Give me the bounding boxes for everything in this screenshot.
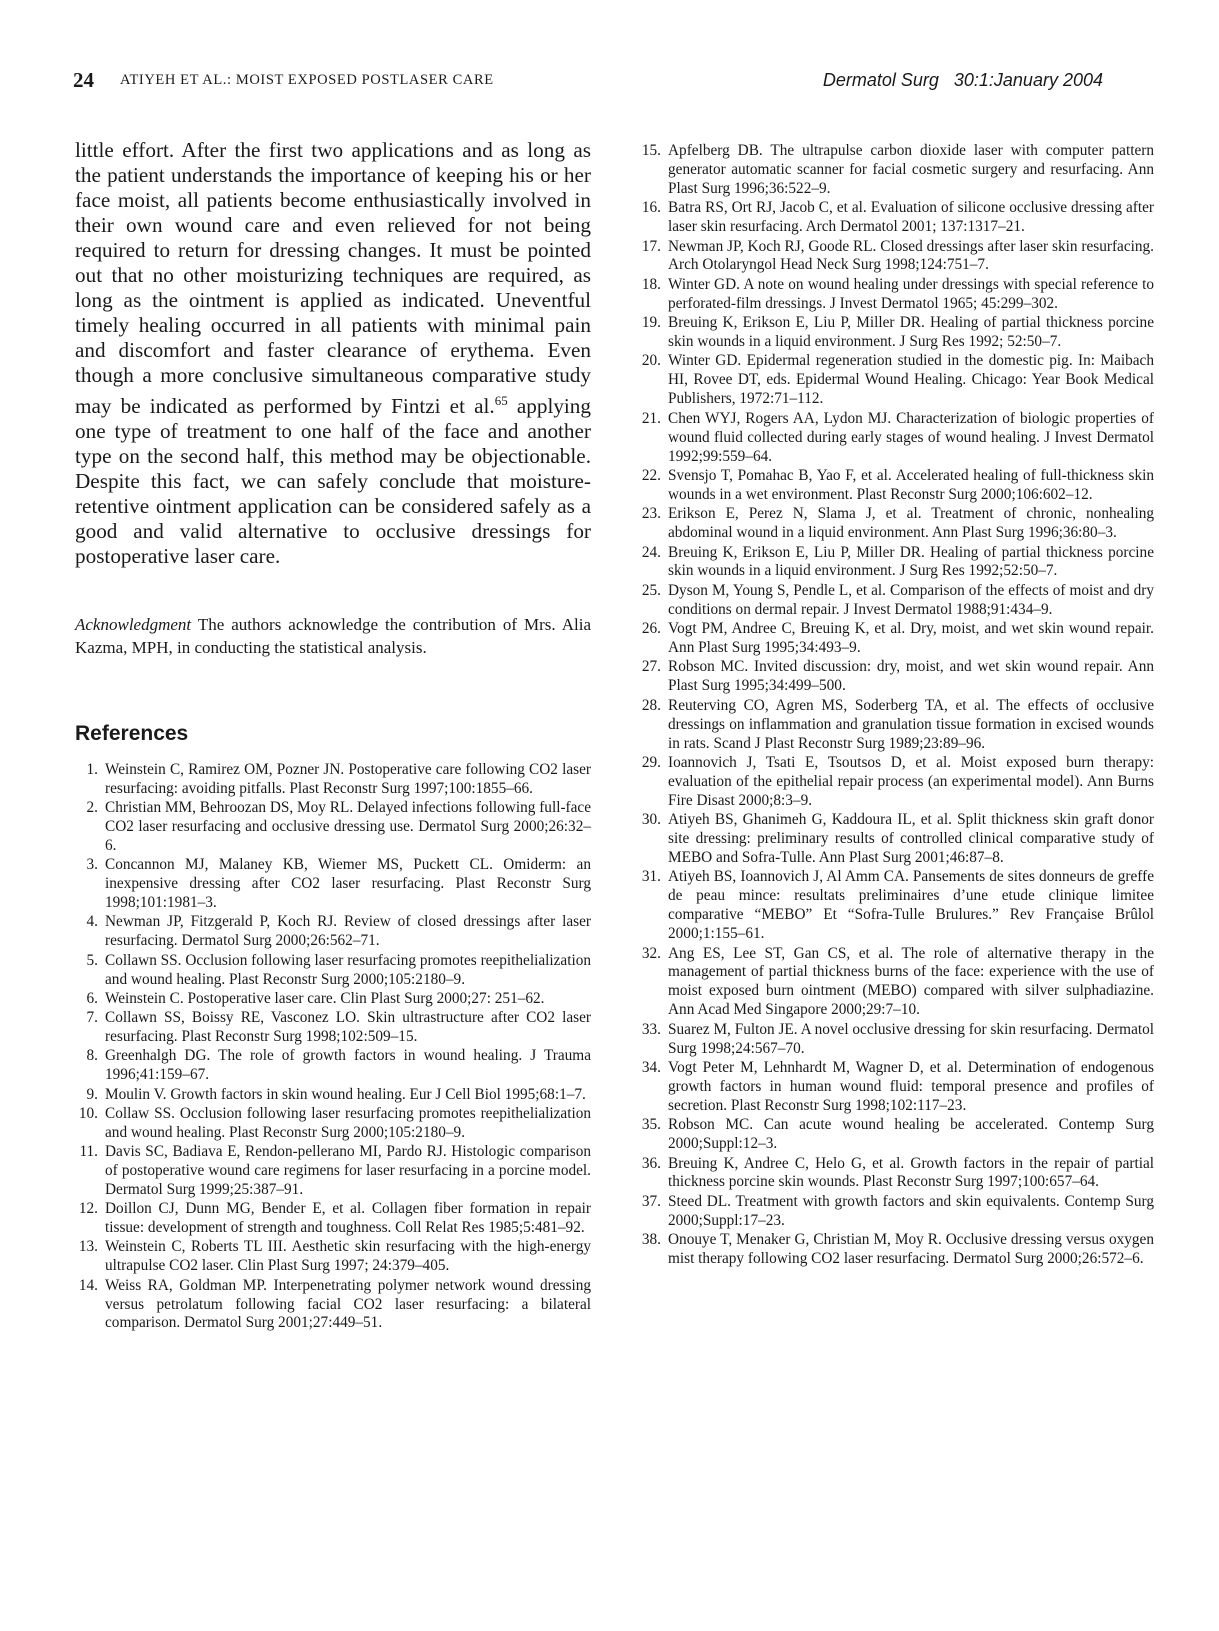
acknowledgment-paragraph [75, 613, 591, 659]
reference-text: Breuing K, Erikson E, Liu P, Miller DR. Healing of partial thickness porcine skin wounds in a liquid environment. J Surg Res 1992; 52:50–7. [668, 314, 1154, 351]
reference-number: 17. [641, 237, 661, 255]
reference-item [75, 1105, 591, 1143]
reference-number: 29. [641, 754, 661, 771]
body-text-tail: applying one type of treatment to one half of the face and another type on the second half, this method may be objectionable. Despite this fact, we can safely conclude that moisture-retentive ointment application can be considered safely as a good and valid alternative to occlusive dressings for postoperative laser care. [75, 394, 591, 569]
reference-number: 14. [78, 1276, 98, 1294]
reference-number: 31. [641, 868, 661, 886]
reference-number: 6. [86, 989, 98, 1007]
reference-number: 7. [86, 1009, 98, 1027]
reference-item [638, 199, 1154, 237]
reference-number: 21. [641, 409, 661, 427]
reference-number: 32. [641, 944, 661, 962]
reference-number: 24. [641, 543, 661, 561]
reference-number: 18. [641, 275, 661, 293]
reference-item [638, 1116, 1154, 1154]
reference-text: Steed DL. Treatment with growth factors and skin equivalents. Contemp Surg 2000;Suppl:17–23. [668, 1192, 1154, 1229]
reference-item [638, 1155, 1154, 1193]
reference-text: Winter GD. Epidermal regeneration studied in the domestic pig. In: Maibach HI, Rovee DT, eds. Epidermal Wound Healing. Chicago: Year Book Medical Publishers, 1972:71–112. [668, 352, 1154, 408]
reference-number: 11. [79, 1143, 98, 1161]
reference-text: Breuing K, Andree C, Helo G, et al. Growth factors in the repair of partial thickness porcine skin wounds. Plast Reconstr Surg 1997;100:657–64. [668, 1154, 1154, 1191]
reference-item [638, 620, 1154, 658]
reference-number: 20. [641, 352, 661, 370]
reference-item [638, 582, 1154, 620]
reference-item [75, 1086, 591, 1105]
reference-list-left [75, 761, 591, 1333]
reference-item [75, 1009, 591, 1047]
reference-number: 9. [86, 1085, 98, 1103]
right-column [638, 142, 1154, 1269]
reference-number: 16. [641, 199, 661, 217]
reference-item [638, 142, 1154, 199]
reference-number: 30. [641, 811, 661, 829]
reference-text: Newman JP, Koch RJ, Goode RL. Closed dressings after laser skin resurfacing. Arch Otolaryngol Head Neck Surg 1998;124:751–7. [668, 237, 1154, 274]
reference-item [638, 1231, 1154, 1269]
reference-number: 27. [641, 658, 661, 676]
reference-item [75, 1047, 591, 1085]
reference-text: Vogt Peter M, Lehnhardt M, Wagner D, et al. Determination of endogenous growth factors in human wound fluid: temporal presence and profiles of secretion. Plast Reconstr Surg 1998;102:117–23. [668, 1059, 1154, 1114]
reference-number: 3. [86, 856, 98, 874]
reference-number: 37. [641, 1192, 661, 1210]
reference-item [75, 1238, 591, 1276]
reference-item [638, 505, 1154, 543]
reference-item [638, 410, 1154, 467]
reference-item [75, 1277, 591, 1334]
reference-item [638, 238, 1154, 276]
reference-number: 28. [641, 696, 661, 714]
reference-number: 13. [78, 1238, 98, 1256]
reference-text: Collaw SS. Occlusion following laser resurfacing promotes reepithelialization and wound healing. Plast Reconstr Surg 2000;105:2180–9. [105, 1104, 591, 1141]
reference-text: Christian MM, Behroozan DS, Moy RL. Delayed infections following full-face CO2 laser resurfacing and occlusive dressing use. Dermatol Surg 2000;26:32–6. [105, 799, 592, 855]
reference-text: Winter GD. A note on wound healing under dressings with special reference to perforated-film dressings. J Invest Dermatol 1965; 45:299–302. [668, 275, 1154, 312]
reference-item [638, 658, 1154, 696]
reference-text: Weinstein C, Roberts TL III. Aesthetic skin resurfacing with the high-energy ultrapulse CO2 laser. Clin Plast Surg 1997; 24:379–405. [105, 1238, 591, 1275]
citation-superscript: 65 [494, 393, 508, 408]
reference-text: Suarez M, Fulton JE. A novel occlusive dressing for skin resurfacing. Dermatol Surg 1998;24:567–70. [668, 1020, 1155, 1057]
reference-text: Ioannovich J, Tsati E, Tsoutsos D, et al. Moist exposed burn therapy: evaluation of the epithelial repair process (an experimental model). Ann Burns Fire Disast 2000;8:3–9. [668, 754, 1154, 809]
reference-number: 26. [641, 620, 661, 638]
reference-item [638, 1059, 1154, 1116]
reference-text: Vogt PM, Andree C, Breuing K, et al. Dry, moist, and wet skin wound repair. Ann Plast Surg 1995;34:493–9. [668, 620, 1154, 657]
reference-text: Svensjo T, Pomahac B, Yao F, et al. Accelerated healing of full-thickness skin wounds in a wet environment. Plast Reconstr Surg 2000;106:602–12. [668, 466, 1154, 503]
reference-item [75, 952, 591, 990]
reference-number: 34. [641, 1059, 661, 1076]
running-title: ATIYEH ET AL.: MOIST EXPOSED POSTLASER CARE [120, 72, 494, 88]
reference-number: 1. [86, 761, 98, 779]
reference-text: Weiss RA, Goldman MP. Interpenetrating polymer network wound dressing versus petrolatum following facial CO2 laser resurfacing: a bilateral comparison. Dermatol Surg 2001;27:449–51. [105, 1276, 591, 1332]
left-column [75, 138, 591, 1334]
reference-text: Ang ES, Lee ST, Gan CS, et al. The role of alternative therapy in the management of partial thickness burns of the face: experience with the use of moist exposed burn ointment (MEBO) compared with silver sulphadiazine. Ann Acad Med Singapore 2000;29:7–10. [668, 944, 1154, 1019]
reference-text: Newman JP, Fitzgerald P, Koch RJ. Review of closed dressings after laser resurfacing. Dermatol Surg 2000;26:562–71. [105, 913, 591, 950]
reference-number: 19. [641, 314, 661, 332]
reference-number: 12. [78, 1200, 98, 1218]
body-text-main: little effort. After the first two applications and as long as the patient understands the importance of keeping his or her face moist, all patients become enthusiastically involved in their own wound care and even relieved for not being required to return for dressing changes. It must be pointed out that no other moisturizing techniques are required, as long as the ointment is applied as indicated. Uneventful timely healing occurred in all patients with minimal pain and discomfort and faster clearance of erythema. Even though a more conclusive simultaneous comparative study may be indicated as performed by Fintzi et al. [75, 138, 591, 419]
reference-item [638, 314, 1154, 352]
reference-text: Robson MC. Can acute wound healing be accelerated. Contemp Surg 2000;Suppl:12–3. [668, 1116, 1154, 1153]
reference-number: 23. [641, 505, 661, 523]
acknowledgment-label: Acknowledgment [75, 615, 192, 635]
acknowledgment-text: The authors acknowledge the contribution of Mrs. Alia Kazma, MPH, in conducting the statistical analysis. [75, 615, 591, 658]
reference-number: 36. [641, 1154, 661, 1172]
reference-text: Concannon MJ, Malaney KB, Wiemer MS, Puckett CL. Omiderm: an inexpensive dressing after CO2 laser resurfacing. Plast Reconstr Surg 1998;101:1981–3. [105, 856, 591, 912]
reference-item [638, 544, 1154, 582]
reference-text: Atiyeh BS, Ghanimeh G, Kaddoura IL, et al. Split thickness skin graft donor site dressing: preliminary results of controlled clinical comparative study of MEBO and Sofra-Tulle. Ann Plast Surg 2001;46:87–8. [668, 811, 1154, 867]
reference-text: Greenhalgh DG. The role of growth factors in wound healing. J Trauma 1996;41:159–67. [105, 1047, 591, 1084]
reference-item [75, 799, 591, 856]
reference-text: Reuterving CO, Agren MS, Soderberg TA, et al. The effects of occlusive dressings on inflammation and granulation tissue formation in excised wounds in rats. Scand J Plast Reconstr Surg 1989;23:89–96. [668, 696, 1154, 752]
reference-text: Weinstein C. Postoperative laser care. Clin Plast Surg 2000;27: 251–62. [105, 989, 545, 1007]
reference-item [638, 754, 1154, 811]
reference-item [638, 868, 1154, 944]
reference-number: 2. [86, 799, 98, 817]
reference-item [638, 276, 1154, 314]
reference-item [75, 761, 591, 799]
reference-item [638, 1021, 1154, 1059]
reference-text: Dyson M, Young S, Pendle L, et al. Comparison of the effects of moist and dry conditions on dermal repair. J Invest Dermatol 1988;91:434–9. [668, 581, 1154, 618]
reference-number: 10. [78, 1104, 98, 1122]
references-heading: References [75, 722, 189, 746]
reference-text: Apfelberg DB. The ultrapulse carbon dioxide laser with computer pattern generator automatic scanner for facial cosmetic surgery and resurfacing. Ann Plast Surg 1996;36:522–9. [668, 142, 1154, 197]
reference-text: Collawn SS, Boissy RE, Vasconez LO. Skin ultrastructure after CO2 laser resurfacing. Plast Reconstr Surg 1998;102:509–15. [105, 1009, 591, 1046]
page-number: 24 [73, 68, 94, 92]
reference-list-right [638, 142, 1154, 1269]
reference-item [638, 352, 1154, 409]
reference-number: 35. [641, 1116, 661, 1134]
reference-item [638, 467, 1154, 505]
reference-text: Atiyeh BS, Ioannovich J, Al Amm CA. Pansements de sites donneurs de greffe de peau mince: resultats preliminaires d’une etude clinique limitee comparative “MEBO” Et “Sofra-Tulle Brulures.” Rev Française Brûlol 2000;1:155–61. [668, 868, 1154, 943]
reference-number: 5. [86, 951, 98, 969]
reference-item [75, 1200, 591, 1238]
reference-number: 38. [641, 1231, 661, 1249]
reference-number: 25. [641, 581, 661, 599]
reference-text: Batra RS, Ort RJ, Jacob C, et al. Evaluation of silicone occlusive dressing after laser skin resurfacing. Arch Dermatol 2001; 137:1317–21. [668, 199, 1154, 236]
reference-number: 15. [641, 142, 661, 159]
reference-text: Doillon CJ, Dunn MG, Bender E, et al. Collagen fiber formation in repair tissue: development of strength and toughness. Coll Relat Res 1985;5:481–92. [105, 1200, 591, 1237]
reference-number: 4. [86, 913, 98, 931]
reference-number: 22. [641, 466, 661, 484]
reference-item [75, 913, 591, 951]
reference-item [638, 1193, 1154, 1231]
reference-number: 33. [641, 1020, 661, 1038]
reference-item [638, 945, 1154, 1021]
reference-text: Breuing K, Erikson E, Liu P, Miller DR. Healing of partial thickness porcine skin wounds in a liquid environment. J Surg Res 1992;52:50–7. [668, 543, 1154, 580]
reference-number: 8. [86, 1047, 98, 1065]
reference-item [75, 856, 591, 913]
reference-item [75, 1143, 591, 1200]
reference-item [75, 990, 591, 1009]
reference-text: Davis SC, Badiava E, Rendon-pellerano MI, Pardo RJ. Histologic comparison of postoperative wound care regimens for laser resurfacing in a porcine model. Dermatol Surg 1999;25:387–91. [105, 1143, 591, 1198]
reference-text: Collawn SS. Occlusion following laser resurfacing promotes reepithelialization and wound healing. Plast Reconstr Surg 2000;105:2180–9. [105, 951, 591, 988]
reference-text: Robson MC. Invited discussion: dry, moist, and wet skin wound repair. Ann Plast Surg 1995;34:499–500. [668, 658, 1154, 695]
reference-item [638, 811, 1154, 868]
journal-citation: Dermatol Surg 30:1:January 2004 [822, 70, 1103, 90]
reference-text: Weinstein C, Ramirez OM, Pozner JN. Postoperative care following CO2 laser resurfacing: avoiding pitfalls. Plast Reconstr Surg 1997;100:1855–66. [105, 761, 591, 797]
reference-text: Erikson E, Perez N, Slama J, et al. Treatment of chronic, nonhealing abdominal wound in a liquid environment. Ann Plast Surg 1996;36:80–3. [668, 505, 1154, 542]
reference-text: Onouye T, Menaker G, Christian M, Moy R. Occlusive dressing versus oxygen mist therapy following CO2 laser resurfacing. Dermatol Surg 2000;26:572–6. [668, 1231, 1154, 1268]
reference-text: Chen WYJ, Rogers AA, Lydon MJ. Characterization of biologic properties of wound fluid collected during early stages of wound healing. J Invest Dermatol 1992;99:559–64. [668, 409, 1154, 465]
reference-item [638, 697, 1154, 754]
reference-text: Moulin V. Growth factors in skin wound healing. Eur J Cell Biol 1995;68:1–7. [105, 1085, 586, 1103]
body-paragraph [75, 138, 591, 569]
